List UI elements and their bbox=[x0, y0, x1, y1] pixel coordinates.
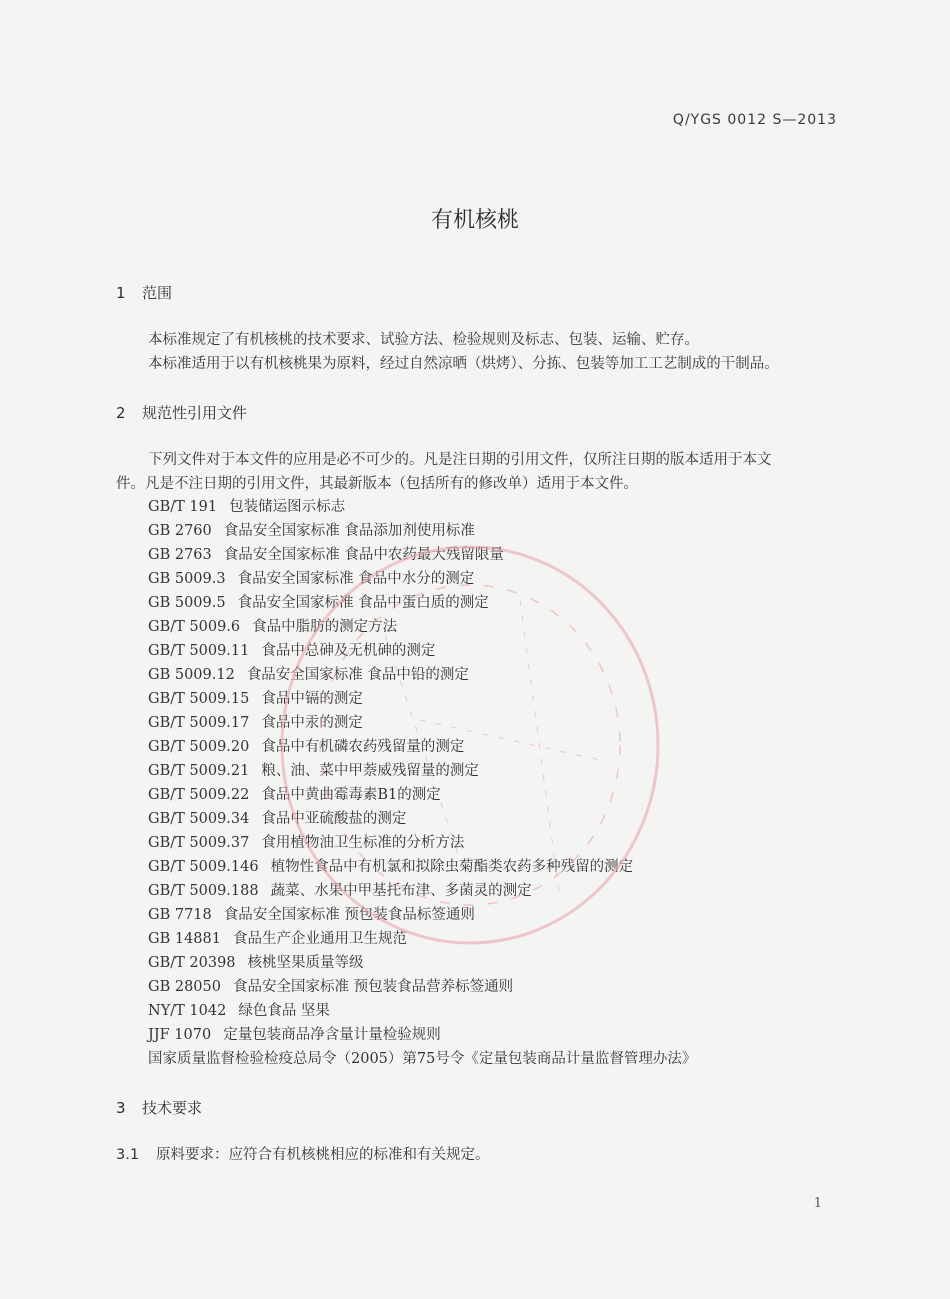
reference-code: JJF 1070 bbox=[148, 1027, 212, 1043]
reference-item bbox=[148, 591, 696, 615]
reference-code: GB/T 191 bbox=[148, 499, 218, 515]
reference-title: 食品中黄曲霉毒素B1的测定 bbox=[261, 787, 441, 803]
reference-item bbox=[148, 999, 696, 1023]
reference-code: GB/T 20398 bbox=[148, 955, 236, 971]
reference-item bbox=[148, 663, 696, 687]
reference-code: NY/T 1042 bbox=[148, 1003, 227, 1019]
reference-code: GB 5009.12 bbox=[148, 667, 235, 683]
reference-code: GB/T 5009.21 bbox=[148, 763, 250, 779]
reference-code: GB 28050 bbox=[148, 979, 221, 995]
section-heading-scope bbox=[116, 282, 172, 303]
reference-title: 食品中总砷及无机砷的测定 bbox=[261, 643, 436, 659]
reference-title: 植物性食品中有机氯和拟除虫菊酯类农药多种残留的测定 bbox=[270, 859, 634, 875]
reference-title: 定量包装商品净含量计量检验规则 bbox=[223, 1027, 441, 1043]
reference-list bbox=[148, 495, 696, 1071]
reference-code: GB/T 5009.34 bbox=[148, 811, 250, 827]
reference-title: 国家质量监督检验检疫总局令（2005）第75号令《定量包装商品计量监督管理办法》 bbox=[148, 1051, 697, 1067]
section-heading-technical bbox=[116, 1097, 202, 1118]
reference-code: GB 2763 bbox=[148, 547, 212, 563]
reference-title: 食品安全国家标准 食品中水分的测定 bbox=[237, 571, 475, 587]
references-intro-line-2: 件。凡是不注日期的引用文件，其最新版本（包括所有的修改单）适用于本文件。 bbox=[116, 476, 638, 492]
scope-paragraph-1: 本标准规定了有机核桃的技术要求、试验方法、检验规则及标志、包装、运输、贮存。 bbox=[148, 332, 699, 348]
reference-item bbox=[148, 567, 696, 591]
reference-title: 粮、油、菜中甲萘威残留量的测定 bbox=[261, 763, 479, 779]
reference-item bbox=[148, 615, 696, 639]
section-number: 1 bbox=[116, 284, 126, 302]
reference-title: 食品安全国家标准 食品中铅的测定 bbox=[246, 667, 469, 683]
reference-code: GB/T 5009.188 bbox=[148, 883, 259, 899]
section-title: 规范性引用文件 bbox=[142, 404, 248, 422]
clause-text: 原料要求：应符合有机核桃相应的标准和有关规定。 bbox=[156, 1147, 490, 1163]
reference-item bbox=[148, 759, 696, 783]
reference-title: 食用植物油卫生标准的分析方法 bbox=[261, 835, 465, 851]
reference-title: 食品安全国家标准 预包装食品营养标签通则 bbox=[232, 979, 514, 995]
reference-code: GB/T 5009.17 bbox=[148, 715, 250, 731]
reference-item bbox=[148, 879, 696, 903]
reference-item bbox=[148, 687, 696, 711]
reference-title: 食品中亚硫酸盐的测定 bbox=[261, 811, 407, 827]
clause-number: 3.1 bbox=[116, 1147, 140, 1163]
reference-item bbox=[148, 927, 696, 951]
section-title: 技术要求 bbox=[142, 1099, 203, 1117]
reference-item bbox=[148, 855, 696, 879]
section-title: 范围 bbox=[142, 284, 173, 302]
reference-title: 食品生产企业通用卫生规范 bbox=[232, 931, 407, 947]
reference-code: GB/T 5009.37 bbox=[148, 835, 250, 851]
references-intro-line-1: 下列文件对于本文件的应用是必不可少的。凡是注日期的引用文件，仅所注日期的版本适用于本文 bbox=[148, 452, 772, 468]
reference-item bbox=[148, 495, 696, 519]
reference-item bbox=[148, 783, 696, 807]
reference-item bbox=[148, 735, 696, 759]
reference-title: 食品安全国家标准 预包装食品标签通则 bbox=[223, 907, 475, 923]
reference-item bbox=[148, 903, 696, 927]
reference-code: GB/T 5009.146 bbox=[148, 859, 259, 875]
reference-code: GB 5009.3 bbox=[148, 571, 226, 587]
reference-item bbox=[148, 951, 696, 975]
reference-item bbox=[148, 831, 696, 855]
reference-title: 核桃坚果质量等级 bbox=[247, 955, 364, 971]
reference-item bbox=[148, 543, 696, 567]
reference-code: GB 7718 bbox=[148, 907, 212, 923]
reference-title: 绿色食品 坚果 bbox=[238, 1003, 330, 1019]
reference-title: 食品中汞的测定 bbox=[261, 715, 363, 731]
reference-item bbox=[148, 975, 696, 999]
reference-item bbox=[148, 519, 696, 543]
section-number: 2 bbox=[116, 404, 126, 422]
section-heading-references bbox=[116, 402, 247, 423]
reference-code: GB/T 5009.6 bbox=[148, 619, 241, 635]
reference-title: 食品安全国家标准 食品中蛋白质的测定 bbox=[237, 595, 489, 611]
reference-title: 食品中脂肪的测定方法 bbox=[252, 619, 398, 635]
reference-title: 食品安全国家标准 食品中农药最大残留限量 bbox=[223, 547, 504, 563]
document-title: 有机核桃 bbox=[430, 208, 519, 233]
reference-title: 食品安全国家标准 食品添加剂使用标准 bbox=[223, 523, 475, 539]
reference-item bbox=[148, 639, 696, 663]
reference-title: 包装储运图示标志 bbox=[229, 499, 346, 515]
reference-item bbox=[148, 711, 696, 735]
reference-code: GB/T 5009.11 bbox=[148, 643, 250, 659]
section-number: 3 bbox=[116, 1099, 126, 1117]
reference-code: GB 14881 bbox=[148, 931, 221, 947]
reference-title: 食品中有机磷农药残留量的测定 bbox=[261, 739, 465, 755]
reference-code: GB/T 5009.22 bbox=[148, 787, 250, 803]
scope-paragraph-2: 本标准适用于以有机核桃果为原料，经过自然凉晒（烘烤）、分拣、包装等加工工艺制成的干制品。 bbox=[148, 356, 779, 372]
reference-item bbox=[148, 1047, 696, 1071]
reference-code: GB/T 5009.15 bbox=[148, 691, 250, 707]
reference-item bbox=[148, 1023, 696, 1047]
reference-item bbox=[148, 807, 696, 831]
reference-title: 蔬菜、水果中甲基托布津、多菌灵的测定 bbox=[270, 883, 532, 899]
reference-code: GB 2760 bbox=[148, 523, 212, 539]
clause-3-1 bbox=[116, 1143, 490, 1164]
standard-code: Q/YGS 0012 S—2013 bbox=[672, 112, 837, 128]
reference-title: 食品中镉的测定 bbox=[261, 691, 363, 707]
reference-code: GB 5009.5 bbox=[148, 595, 226, 611]
page-number: 1 bbox=[813, 1196, 822, 1211]
reference-code: GB/T 5009.20 bbox=[148, 739, 250, 755]
